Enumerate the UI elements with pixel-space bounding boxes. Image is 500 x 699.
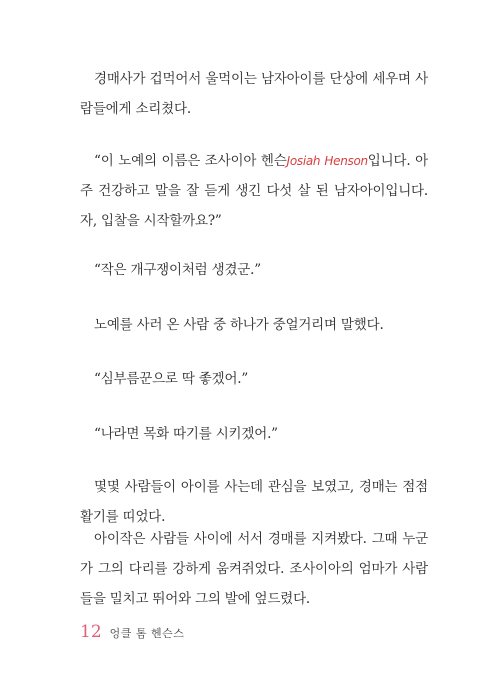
page-number: 12 [80,622,102,642]
paragraph-text-end: 입니다. 아주 건강하고 말을 잘 듣게 생긴 다섯 살 된 남자아이입니다. 자, 입찰을 시작할까요?” [80,153,428,229]
paragraph-text: 경매사가 겁먹어서 울먹이는 남자아이를 단상에 세우며 사람들에게 소리쳤다. [80,71,428,117]
paragraph-auctioneer [80,64,428,124]
running-title: 엉클 톰 헨슨스 [109,627,185,640]
paragraph-text-start: “이 노예의 이름은 조사이아 헨슨 [94,153,287,169]
paragraph-interest [80,472,428,532]
paragraph-text: “작은 개구쟁이처럼 생겼군.” [94,262,261,278]
paragraph-buyer-mutter [80,310,428,340]
paragraph-quote-cotton [80,419,428,449]
english-name-annotation: Josiah Henson [286,154,368,168]
paragraph-text: “나라면 목화 따기를 시키겠어.” [94,426,278,442]
page-footer [80,622,184,646]
paragraph-text: “심부름꾼으로 딱 좋겠어.” [94,371,249,387]
paragraph-isaac-watching [80,524,428,614]
paragraph-auction-announcement [80,146,428,236]
paragraph-quote-errand [80,364,428,394]
paragraph-text: 노예를 사러 온 사람 중 하나가 중얼거리며 말했다. [94,317,384,333]
paragraph-quote-rascal [80,255,428,285]
paragraph-text: 몇몇 사람들이 아이를 사는데 관심을 보였고, 경매는 점점 활기를 띠었다. [80,479,428,525]
paragraph-text: 아이작은 사람들 사이에 서서 경매를 지켜봤다. 그때 누군가 그의 다리를 강하게 움켜쥐었다. 조사이아의 엄마가 사람들을 밀치고 뛰어와 그의 발에 엎드렸다. [80,531,428,607]
